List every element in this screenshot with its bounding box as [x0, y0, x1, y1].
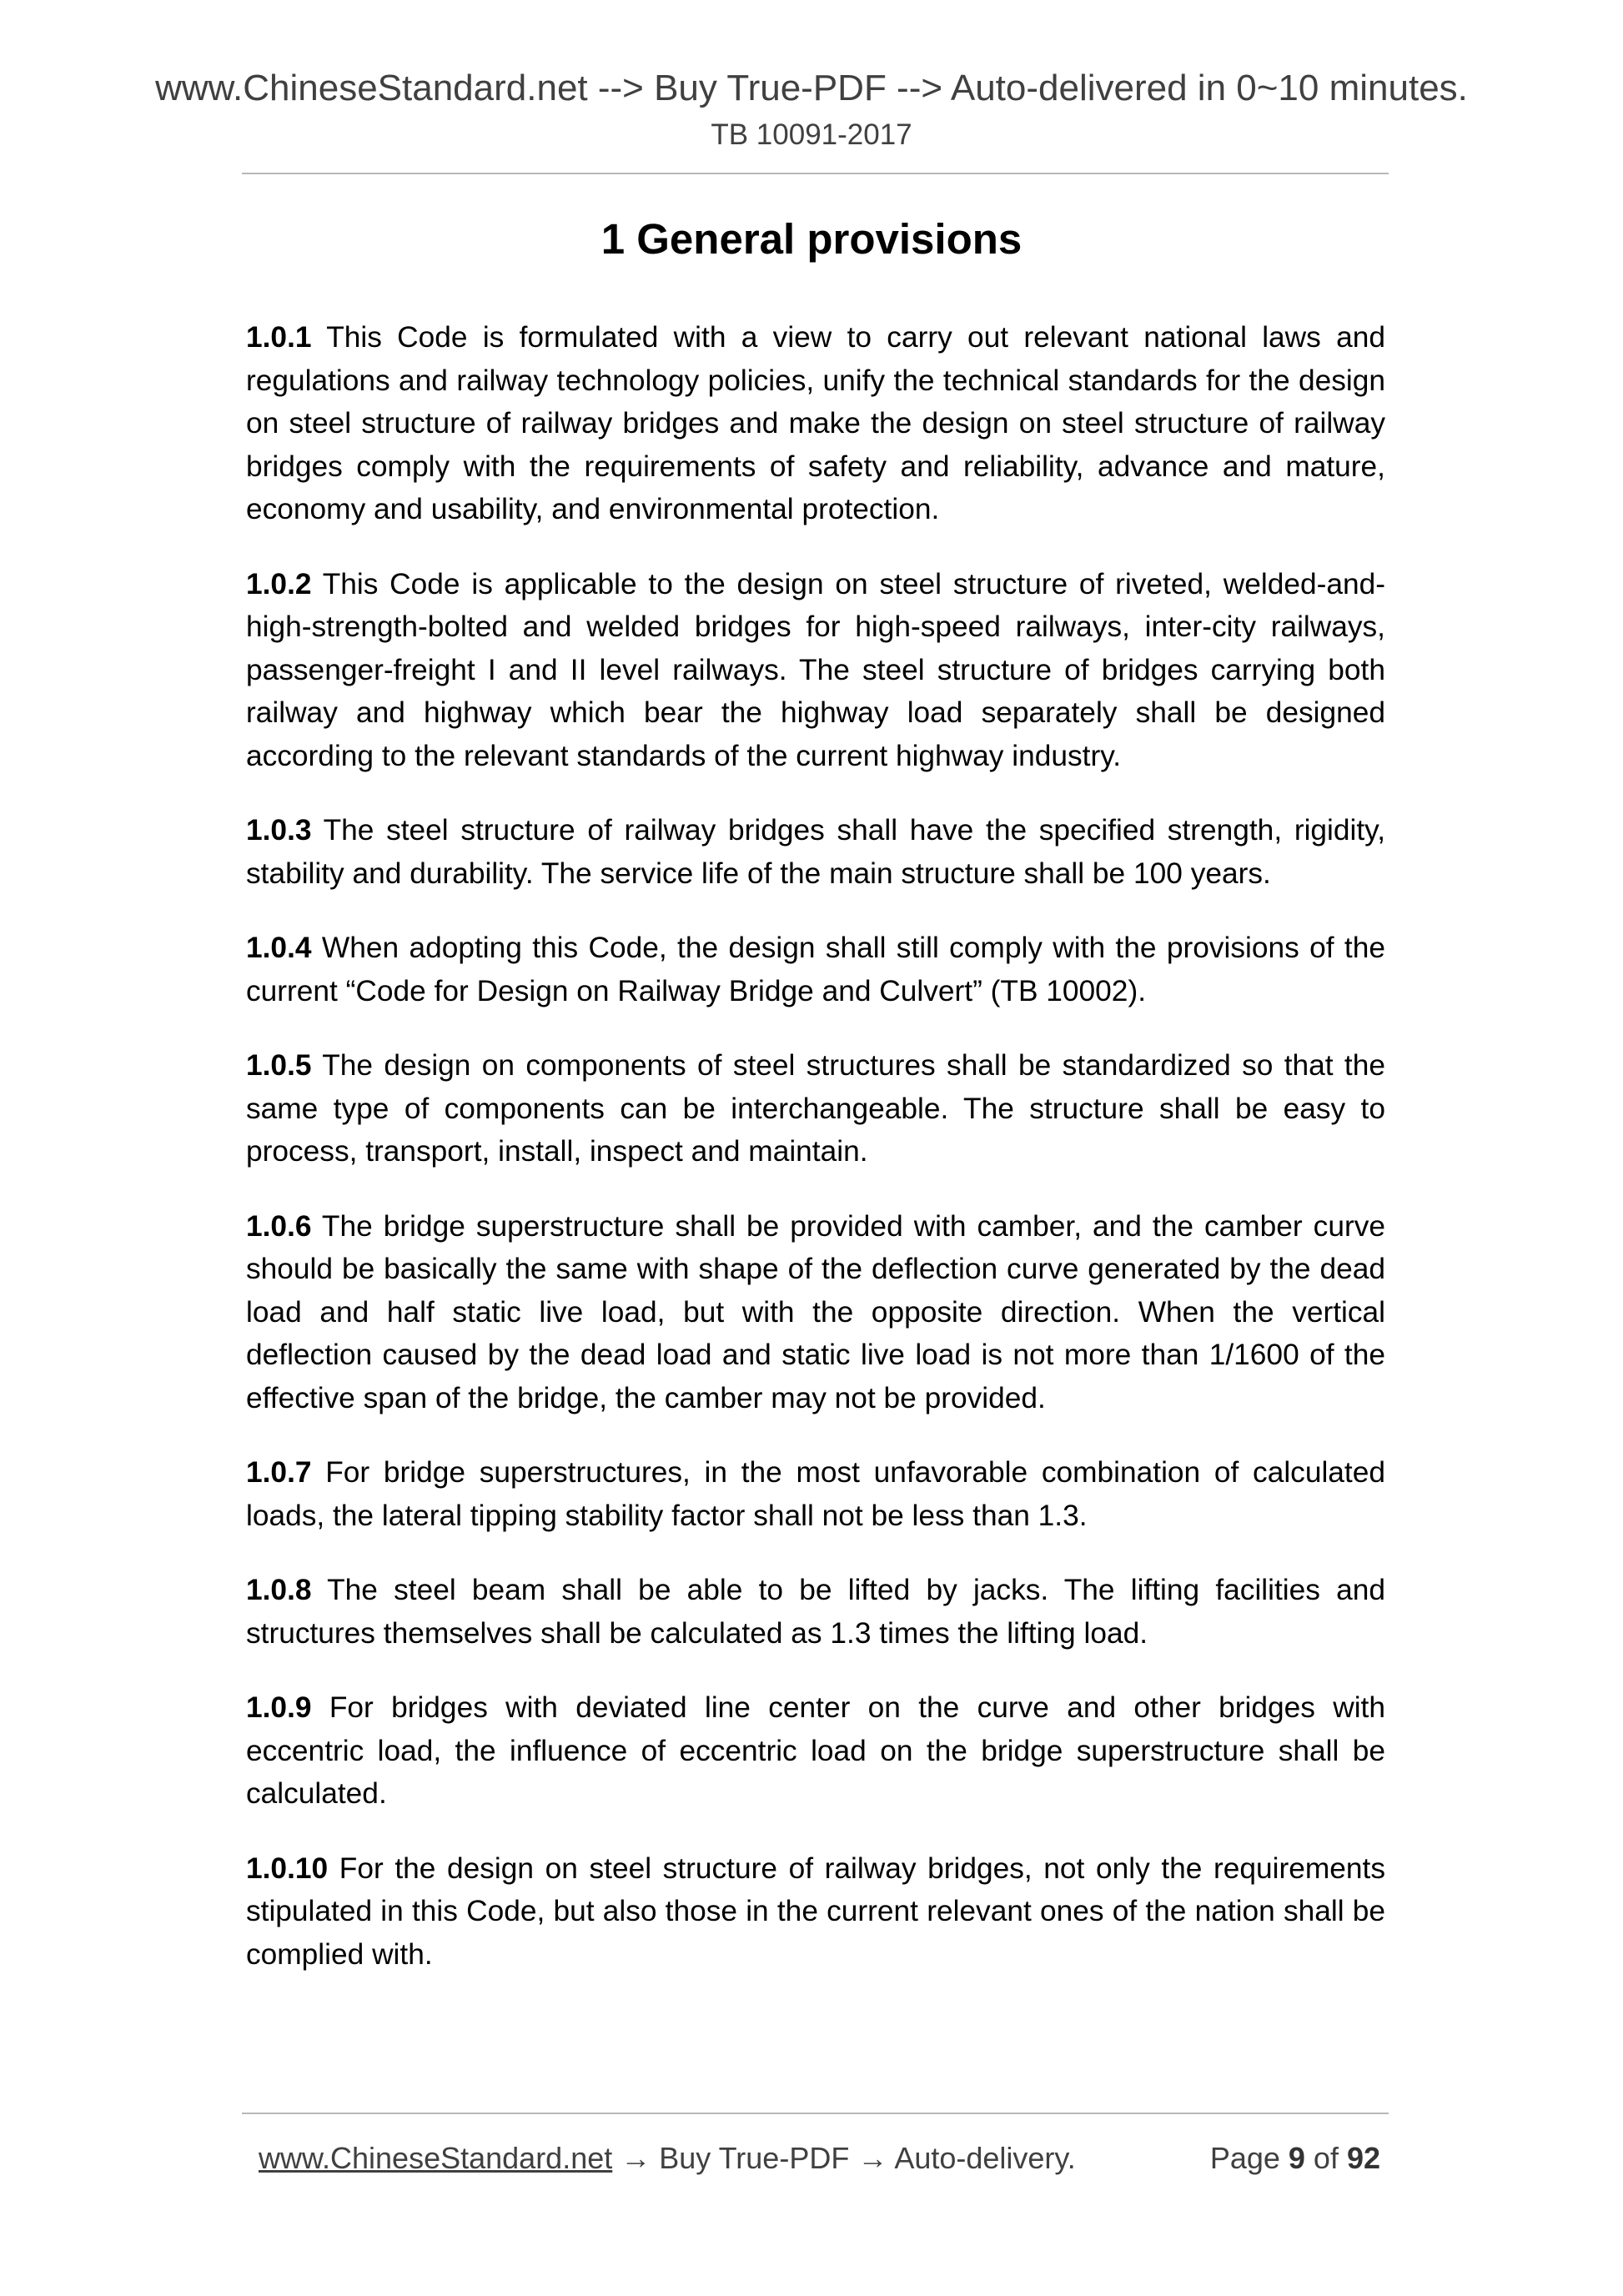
page-number	[1210, 2133, 1380, 2183]
document-code: TB 10091-2017	[711, 118, 912, 151]
clause-number: 1.0.8	[246, 1574, 312, 1606]
clause-1-0-8	[246, 1569, 1385, 1655]
footer-promo	[259, 2133, 1076, 2183]
footer-divider	[242, 2113, 1389, 2114]
clause-number: 1.0.7	[246, 1456, 312, 1489]
clause-number: 1.0.3	[246, 814, 312, 847]
clause-1-0-3	[246, 809, 1385, 895]
clause-1-0-6	[246, 1205, 1385, 1420]
page-of-label: of	[1304, 2141, 1347, 2175]
page-current: 9	[1288, 2141, 1305, 2175]
clause-1-0-1	[246, 316, 1385, 531]
clause-1-0-10	[246, 1847, 1385, 1977]
clause-text: The design on components of steel structures shall be standardized so that the same type of components can be interchangeable. The structure shall be easy to process, transport, install, inspect and maintain.	[246, 1049, 1385, 1168]
clause-text: This Code is formulated with a view to carry out relevant national laws and regulations and railway technology policies, unify the technical standards for the design on steel structure of railway bridges and make the design on steel structure of railway bridges comply with the requirements of safety and reliability, advance and mature, economy and usability, and environmental protection.	[246, 321, 1385, 525]
clause-1-0-5	[246, 1044, 1385, 1173]
clause-text: The bridge superstructure shall be provided with camber, and the camber curve should be basically the same with shape of the deflection curve generated by the dead load and half static live load, but with the opposite direction. When the vertical deflection caused by the dead load and static live load is not more than 1/1600 of the effective span of the bridge, the camber may not be provided.	[246, 1209, 1385, 1414]
clause-1-0-7	[246, 1451, 1385, 1537]
clause-text: For bridges with deviated line center on the curve and other bridges with eccentric load, the influence of eccentric load on the bridge superstructure shall be calculated.	[246, 1691, 1385, 1810]
clause-1-0-9	[246, 1686, 1385, 1816]
clause-text: For bridge superstructures, in the most unfavorable combination of calculated loads, the lateral tipping stability factor shall not be less than 1.3.	[246, 1456, 1385, 1532]
clause-number: 1.0.9	[246, 1691, 312, 1724]
clause-text: For the design on steel structure of railway bridges, not only the requirements stipulated in this Code, but also those in the current relevant ones of the nation shall be complied with.	[246, 1851, 1385, 1971]
header-divider	[242, 173, 1389, 174]
clause-text: This Code is applicable to the design on steel structure of riveted, welded-and-high-strength-bolted and welded bridges for high-speed railways, inter-city railways, passenger-freight I and II level railways. The steel structure of bridges carrying both railway and highway which bear the highway load separately shall be designed according to the relevant standards of the current highway industry.	[246, 567, 1385, 772]
clause-list	[246, 316, 1385, 2007]
clause-text: When adopting this Code, the design shall still comply with the provisions of the current “Code for Design on Railway Bridge and Culvert” (TB 10002).	[246, 932, 1385, 1007]
clause-number: 1.0.2	[246, 567, 312, 600]
clause-number: 1.0.4	[246, 932, 312, 964]
page-footer	[259, 2133, 1380, 2183]
footer-site-link[interactable]: www.ChineseStandard.net	[259, 2141, 613, 2175]
clause-text: The steel structure of railway bridges shall have the specified strength, rigidity, stability and durability. The service life of the main structure shall be 100 years.	[246, 814, 1385, 890]
footer-tagline: → Buy True-PDF → Auto-delivery.	[612, 2141, 1076, 2175]
chapter-title: 1 General provisions	[600, 215, 1023, 263]
header-banner: www.ChineseStandard.net --> Buy True-PDF --> Auto-delivered in 0~10 minutes.	[155, 68, 1468, 108]
clause-number: 1.0.5	[246, 1049, 312, 1082]
page-total: 92	[1346, 2141, 1380, 2175]
clause-1-0-4	[246, 927, 1385, 1012]
page-label: Page	[1209, 2141, 1289, 2175]
clause-number: 1.0.10	[246, 1851, 329, 1885]
clause-number: 1.0.6	[246, 1209, 312, 1243]
clause-number: 1.0.1	[246, 321, 312, 354]
clause-text: The steel beam shall be able to be lifted by jacks. The lifting facilities and structures themselves shall be calculated as 1.3 times the lifting load.	[246, 1574, 1386, 1650]
clause-1-0-2	[246, 563, 1385, 778]
